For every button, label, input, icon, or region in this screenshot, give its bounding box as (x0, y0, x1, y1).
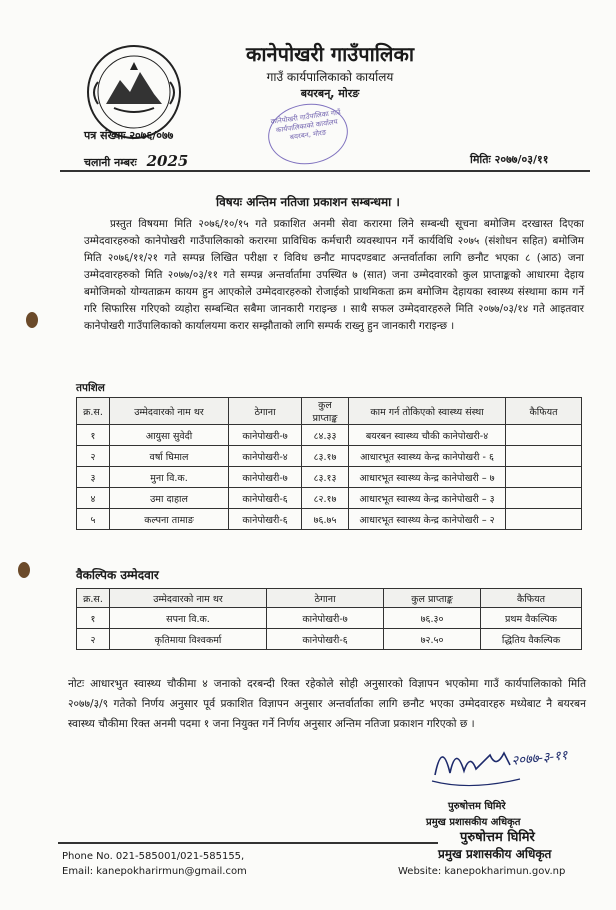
cell-address: कानेपोखरी-७ (229, 467, 302, 488)
cell-score: ७६.३० (384, 608, 481, 629)
table-row (77, 488, 582, 509)
col-remarks: कैफियत (506, 398, 582, 425)
header-divider (60, 170, 590, 172)
cell-name: कल्पना तामाङ (110, 509, 229, 530)
cell-name: उमा दाहाल (110, 488, 229, 509)
details-label: तपशिल (76, 382, 105, 394)
table-row (77, 467, 582, 488)
organization-subtitle: गाउँ कार्यपालिकाको कार्यालय (266, 70, 394, 84)
col-health-facility: काम गर्न तोकिएको स्वास्थ्य संस्था (349, 398, 506, 425)
table-row (77, 425, 582, 446)
dispatch-label: चलानी नम्बरः (84, 156, 137, 169)
cell-score: ८४.३३ (302, 425, 349, 446)
reference-label: पत्र संख्याः (84, 129, 126, 142)
government-emblem-icon (84, 42, 184, 142)
punch-hole-bottom (18, 562, 30, 578)
table-row (77, 629, 582, 650)
signatory-title: प्रमुख प्रशासकीय अधिकृत (426, 817, 521, 828)
cell-score: ७२.५० (384, 629, 481, 650)
cell-remarks: द्धितिय वैकल्पिक (481, 629, 582, 650)
cell-sn: ५ (77, 509, 110, 530)
cell-name: आयुसा सुवेदी (110, 425, 229, 446)
col-sn: क्र.स. (77, 589, 110, 608)
alternate-candidates-table (76, 588, 582, 650)
footer-phone: Phone No. 021-585001/021-585155, (62, 851, 245, 862)
note-paragraph: नोटः आधारभुत स्वास्थ्य चौकीमा ४ जनाको दरबन्दी रिक्त रहेकोले सोही अनुसारको विज्ञापन भएकोमा गाउँ कार्यपालिकाको मिति २०७७/३/९ गतेको निर्णय अनुसार पूर्व प्रकाशित विज्ञापन अनुसार अन्तर्वार्ताका लागि छनौट भएका उम्मेदवारहरु मध्येबाट नै बयरबन स्वास्थ्य चौकीमा रिक्त अनमी पदमा १ जना नियुक्त गर्ने निर्णय अनुसार अन्तिम नतिजा प्रकाशन गरिएको छ । (68, 678, 586, 730)
col-remarks: कैफियत (481, 589, 582, 608)
col-name: उम्मेदवारको नाम थर (110, 589, 267, 608)
cell-health-facility: आधारभूत स्वास्थ्य केन्द्र कानेपोखरी - ६ (349, 446, 506, 467)
table-row (77, 608, 582, 629)
alternate-candidates-label: वैकल्पिक उम्मेदवार (76, 568, 159, 582)
footer-email: Email: kanepokharirmun@gmail.com (62, 866, 247, 877)
cell-remarks (506, 446, 582, 467)
cell-health-facility: आधारभूत स्वास्थ्य केन्द्र कानेपोखरी – २ (349, 509, 506, 530)
footer-website: Website: kanepokharimun.gov.np (398, 866, 566, 877)
signature-date: २०७७-३-११ (510, 748, 569, 769)
cell-score: ७६.७५ (302, 509, 349, 530)
cell-remarks (506, 425, 582, 446)
cell-name: कृतिमाया विश्वकर्मा (110, 629, 267, 650)
organization-address: बयरबन्, मोरङ (300, 87, 360, 100)
signatory-title-stamp: प्रमुख प्रशासकीय अधिकृत (438, 847, 552, 861)
cell-score: ८३.१७ (302, 446, 349, 467)
cell-sn: ३ (77, 467, 110, 488)
cell-address: कानेपोखरी-७ (229, 425, 302, 446)
table-header-row (77, 398, 582, 425)
cell-sn: २ (77, 446, 110, 467)
office-stamp: कानेपोखरी गाउँपालिका गाउँ कार्यपालिकाको कार्यालय बयरबन, मोरङ (264, 99, 352, 170)
selected-candidates-table (76, 397, 582, 530)
cell-remarks (506, 509, 582, 530)
table-row (77, 509, 582, 530)
col-sn: क्र.स. (77, 398, 110, 425)
col-address: ठेगाना (229, 398, 302, 425)
date-value: २०७७/०३/११ (494, 153, 549, 166)
reference-number (84, 128, 173, 143)
signatory-name-stamp: पुरुषोत्तम घिमिरे (460, 830, 535, 845)
cell-name: मुना वि.क. (110, 467, 229, 488)
cell-address: कानेपोखरी-६ (267, 629, 384, 650)
col-name: उम्मेदवारको नाम थर (110, 398, 229, 425)
dispatch-value: 2025 (141, 152, 195, 171)
cell-address: कानेपोखरी-६ (229, 509, 302, 530)
letter-body: प्रस्तुत विषयमा मिति २०७६/१०/१५ गते प्रकाशित अनमी सेवा करारमा लिने सम्बन्धी सूचना बमोजिम दरखास्त दिएका उम्मेदवारहरुको कानेपोखरी गाउँपालिकाको करारमा प्राविधिक कर्मचारी व्यवस्थापन गर्ने कार्यविधि २०७५ (संशोधन सहित) बमोजिम मिति २०७६/११/२१ गते सम्पन्न लिखित परीक्षा र विविध छनौट मापदण्डबाट अन्तर्वार्ताका लागि छनौट भएका ८ (आठ) जना उम्मेदवारहरुको मिति २०७७/०३/११ गते सम्पन्न अन्तर्वार्तामा उपस्थित ७ (सात) जना उम्मेदवारको कुल प्राप्ताङ्कको आधारमा देहाय बमोजिमको योग्यताक्रम कायम हुन आएकोले उम्मेदवारहरुको रोजाईको प्राथमिकता क्रम बमोजिम देहायका स्वास्थ्य संस्थामा काम गर्ने गरि सिफारिस गरिएको व्यहोरा सम्बन्धित सबैमा जानकारी गराइन्छ । साथै सफल उम्मेदवारहरुले मिति २०७७/०३/१४ गते आइतवार कानेपोखरी गाउँपालिकाको कार्यालयमा करार सम्झौताको लागि सम्पर्क राख्नु हुन जानकारी गराइन्छ । (84, 218, 584, 332)
handwritten-signature (430, 735, 580, 795)
col-address: ठेगाना (267, 589, 384, 608)
signatory-name: पुरुषोत्तम घिमिरे (448, 801, 506, 812)
cell-health-facility: आधारभूत स्वास्थ्य केन्द्र कानेपोखरी – ३ (349, 488, 506, 509)
cell-sn: ४ (77, 488, 110, 509)
col-score: कुल प्राप्ताङ्क (384, 589, 481, 608)
table-header-row (77, 589, 582, 608)
cell-remarks (506, 488, 582, 509)
cell-name: वर्षा घिमाल (110, 446, 229, 467)
footer-divider (58, 842, 438, 844)
cell-health-facility: आधारभूत स्वास्थ्य केन्द्र कानेपोखरी – ७ (349, 467, 506, 488)
cell-score: ८३.१३ (302, 467, 349, 488)
cell-sn: १ (77, 425, 110, 446)
cell-remarks (506, 467, 582, 488)
cell-address: कानेपोखरी-६ (229, 488, 302, 509)
reference-value: २०७६/०७७ (129, 129, 174, 142)
cell-address: कानेपोखरी-७ (267, 608, 384, 629)
cell-score: ८२.१७ (302, 488, 349, 509)
date-label: मितिः (470, 153, 491, 166)
cell-remarks: प्रथम वैकल्पिक (481, 608, 582, 629)
letter-date (470, 152, 548, 167)
table-row (77, 446, 582, 467)
punch-hole-top (26, 312, 38, 328)
letter-subject: विषयः अन्तिम नतिजा प्रकाशन सम्बन्धमा । (216, 195, 400, 209)
cell-sn: २ (77, 629, 110, 650)
dispatch-number (84, 152, 194, 170)
cell-name: सपना वि.क. (110, 608, 267, 629)
cell-address: कानेपोखरी-४ (229, 446, 302, 467)
cell-health-facility: बयरबन स्वास्थ्य चौकी कानेपोखरी-४ (349, 425, 506, 446)
cell-sn: १ (77, 608, 110, 629)
organization-title: कानेपोखरी गाउँपालिका (245, 42, 415, 66)
col-score: कुल प्राप्ताङ्क (302, 398, 349, 425)
